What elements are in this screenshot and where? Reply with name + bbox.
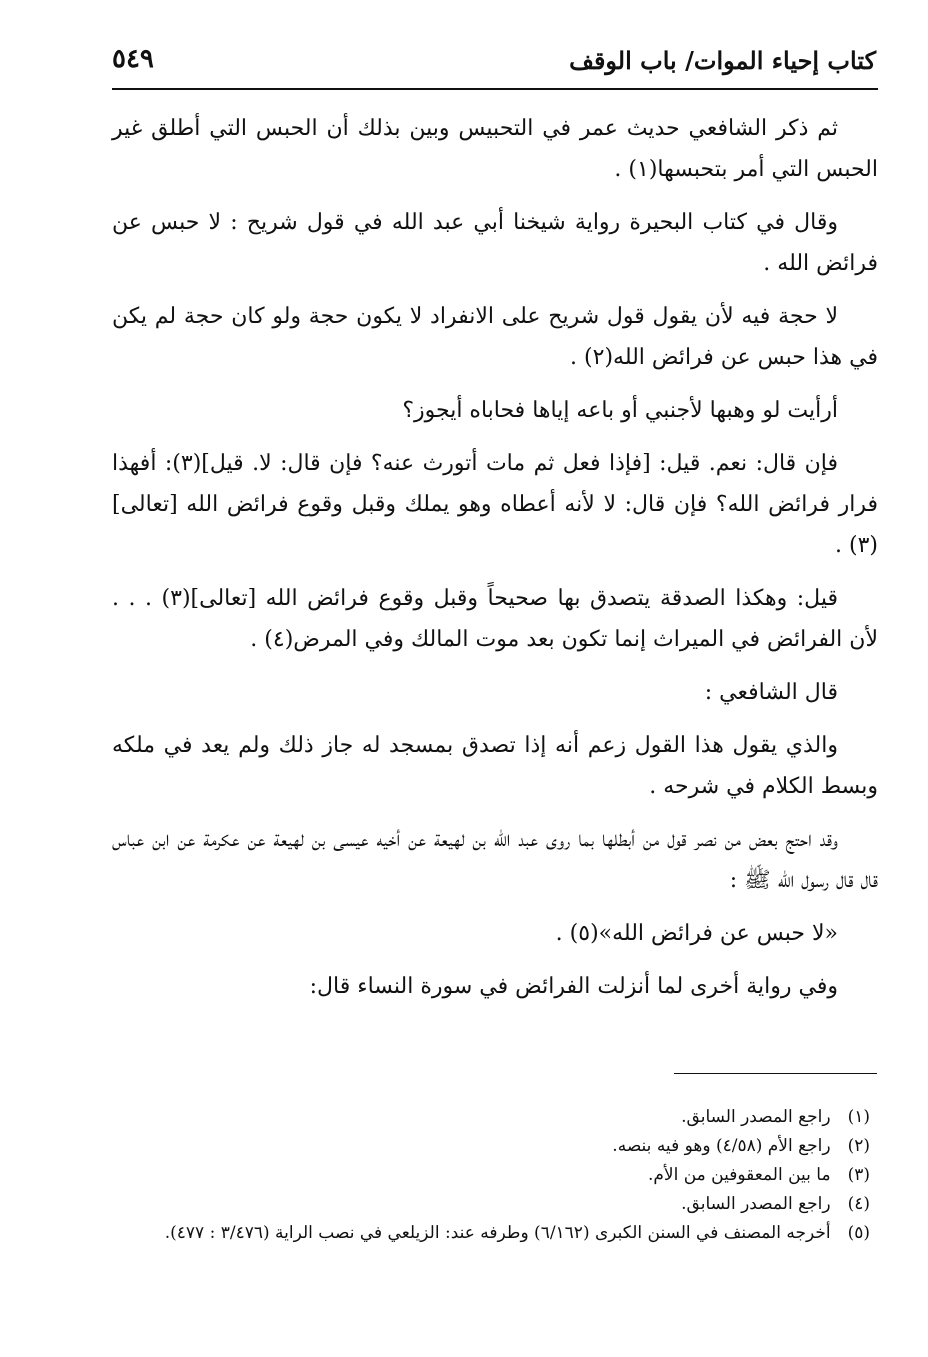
footnote-number: (٢) [847, 1136, 870, 1156]
footnote-text: أخرجه المصنف في السنن الكبرى (٦/١٦٢) وطرفه عند: الزيلعي في نصب الراية (٣/٤٧٦ : ٤٧٧). [164, 1223, 831, 1243]
paragraph-7: قال الشافعي : [704, 680, 838, 705]
page-number: ٥٤٩ [112, 44, 154, 74]
footnote-text: ما بين المعقوفين من الأم. [647, 1165, 831, 1185]
paragraph-8: والذي يقول هذا القول زعم أنه إذا تصدق بمسجد له جاز ذلك ولم يعد في ملكه وبسط الكلام في شرحه . [112, 733, 878, 799]
paragraph-3: لا حجة فيه لأن يقول قول شريح على الانفراد لا يكون حجة ولو كان حجة لم يكن في هذا حبس عن فرائض الله(٢) . [112, 304, 878, 370]
paragraph-5: فإن قال: نعم. قيل: [فإذا فعل ثم مات أتورث عنه؟ فإن قال: لا. قيل](٣): أفهذا فرار فرائض الله؟ فإن قال: لا لأنه أعطاه وهو يملك وقبل وقوع فرائض الله [تعالى](٣) . [112, 451, 878, 558]
footnote-text: راجع المصدر السابق. [681, 1107, 831, 1127]
paragraph-4: أرأيت لو وهبها لأجنبي أو باعه إياها فحاباه أيجوز؟ [402, 398, 838, 423]
footnote-number: (٥) [847, 1223, 870, 1243]
paragraph-6: قيل: وهكذا الصدقة يتصدق بها صحيحاً وقبل وقوع فرائض الله [تعالى](٣) . . . لأن الفرائض في الميراث إنما تكون بعد موت المالك وفي المرض(٤) . [112, 586, 878, 652]
footnote-1 [112, 1103, 878, 1132]
paragraph-2: وقال في كتاب البحيرة رواية شيخنا أبي عبد الله في قول شريح : لا حبس عن فرائض الله . [112, 210, 878, 276]
paragraph-11: وفي رواية أخرى لما أنزلت الفرائض في سورة النساء قال: [309, 974, 838, 999]
footnote-divider [674, 1073, 877, 1074]
footnote-5 [112, 1219, 878, 1248]
footnote-number: (١) [847, 1107, 870, 1127]
footnote-text: راجع الأم (٤/٥٨) وهو فيه بنصه. [612, 1136, 831, 1156]
hadith-quote: «لا حبس عن فرائض الله»(٥) . [555, 921, 838, 946]
footnote-text: راجع المصدر السابق. [681, 1194, 831, 1214]
page-header [112, 44, 876, 84]
paragraph-9: وقد احتج بعض من نصر قول من أبطلها بما روى عبد الله بن لهيعة عن أخيه عيسى بن لهيعة عن عكرمة عن ابن عباس قال قال رسول الله ﷺ : [112, 827, 878, 893]
footnotes [112, 1103, 878, 1248]
paragraph-1: ثم ذكر الشافعي حديث عمر في التحبيس وبين بذلك أن الحبس التي أطلق غير الحبس التي أمر بتحبسها(١) . [112, 116, 878, 182]
footnote-4 [112, 1190, 878, 1219]
footnote-number: (٤) [847, 1194, 870, 1214]
footnote-number: (٣) [847, 1165, 870, 1185]
footnote-2 [112, 1132, 878, 1161]
chapter-title: كتاب إحياء الموات/ باب الوقف [569, 46, 876, 75]
header-divider [112, 88, 878, 90]
footnote-3 [112, 1161, 878, 1190]
main-text [112, 108, 878, 1019]
